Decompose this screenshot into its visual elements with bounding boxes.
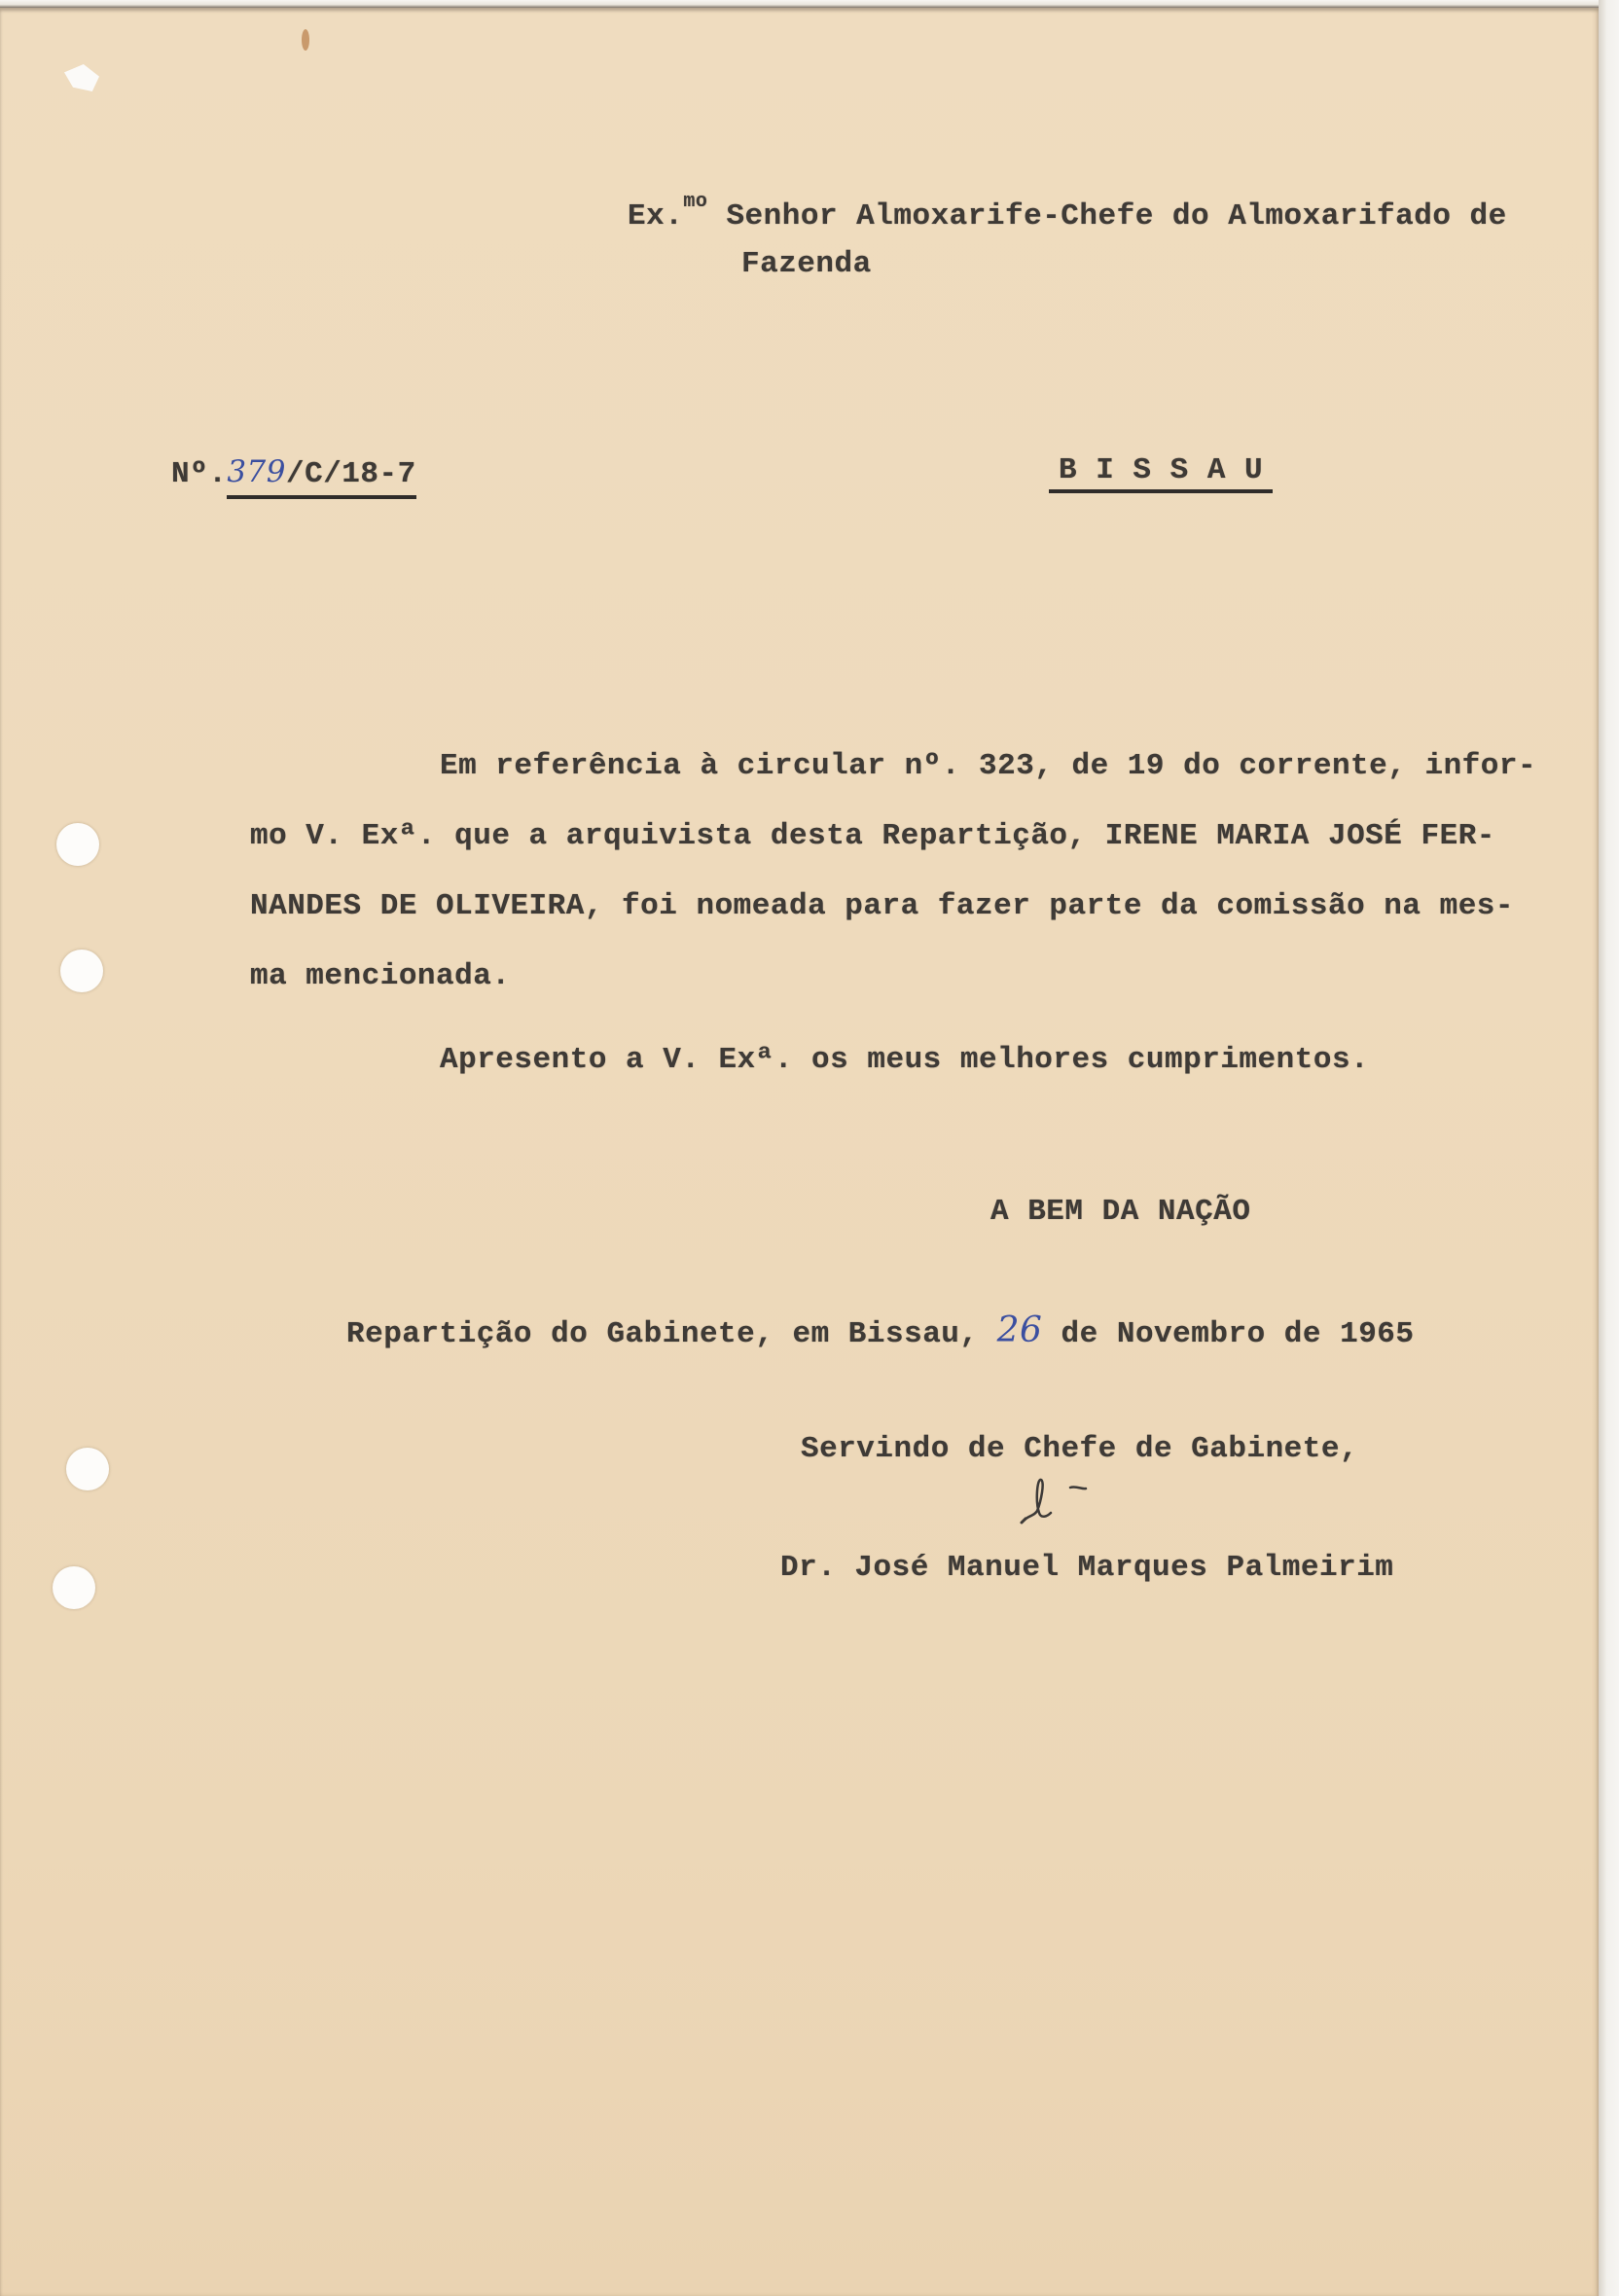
- reference-prefix: Nº.: [171, 457, 228, 491]
- dateline-prefix: Repartição do Gabinete, em Bissau,: [346, 1317, 979, 1351]
- paper-tear: [64, 64, 99, 91]
- handwritten-reference: 379: [227, 454, 286, 489]
- punch-hole: [66, 1448, 109, 1490]
- place-header: B I S S A U: [1049, 455, 1273, 493]
- body-line-4: ma mencionada.: [250, 959, 511, 993]
- body-line-2: mo V. Exª. que a arquivista desta Repartição, IRENE MARIA JOSÉ FER-: [250, 819, 1495, 853]
- body-line-1: Em referência à circular nº. 323, de 19 do corrente, infor-: [440, 749, 1537, 783]
- honorific-superscript: mo: [683, 191, 708, 213]
- reference-number: [171, 454, 416, 491]
- reference-suffix: /C/18-7: [285, 457, 416, 491]
- punch-hole: [60, 950, 103, 992]
- punch-hole: [53, 1566, 95, 1609]
- rust-stain: [302, 29, 309, 51]
- honorific: Ex.: [628, 199, 684, 233]
- body-line-3: NANDES DE OLIVEIRA, foi nomeada para fazer parte da comissão na mes-: [250, 889, 1515, 923]
- signature-mark: [1012, 1472, 1129, 1530]
- addressee-line-2: Fazenda: [741, 247, 872, 281]
- punch-hole: [56, 823, 99, 866]
- dateline-suffix: de Novembro de 1965: [1061, 1317, 1415, 1351]
- addressee-line-1: [628, 193, 1507, 232]
- signatory-title: Servindo de Chefe de Gabinete,: [801, 1432, 1359, 1466]
- letter-page: [0, 8, 1599, 2296]
- body-paragraph-2: Apresento a V. Exª. os meus melhores cumprimentos.: [440, 1043, 1370, 1077]
- scan-right-margin: [1599, 0, 1619, 2296]
- closing-motto: A BEM DA NAÇÃO: [990, 1195, 1251, 1229]
- reference-value: [227, 454, 416, 499]
- handwritten-day: 26: [996, 1310, 1043, 1350]
- scan-top-edge: [0, 0, 1619, 8]
- addressee-title: Senhor Almoxarife-Chefe do Almoxarifado de: [726, 199, 1507, 233]
- dateline: [346, 1310, 1415, 1351]
- signatory-name: Dr. José Manuel Marques Palmeirim: [780, 1551, 1394, 1585]
